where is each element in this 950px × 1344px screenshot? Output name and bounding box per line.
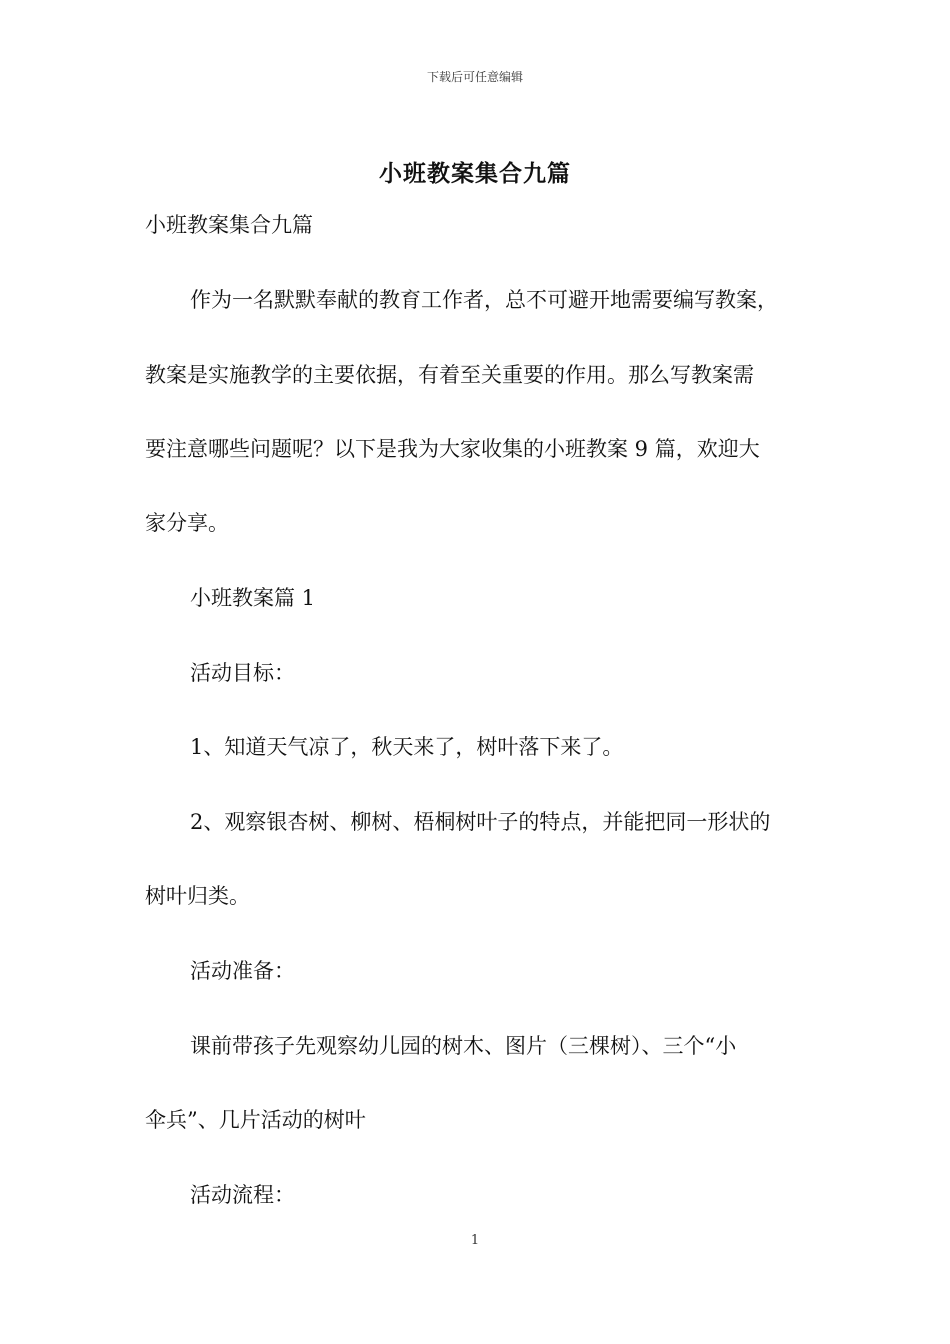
intro-paragraph-line-2: 教案是实施教学的主要依据，有着至关重要的作用。那么写教案需 [145, 363, 754, 387]
section-heading: 小班教案篇 1 [190, 586, 316, 610]
subtitle-line: 小班教案集合九篇 [145, 213, 313, 237]
activity-goals-heading: 活动目标： [190, 661, 295, 685]
goal-item-1: 1、知道天气凉了，秋天来了，树叶落下来了。 [190, 735, 624, 759]
page-number: 1 [470, 1233, 480, 1248]
page-header-note: 下载后可任意编辑 [426, 70, 523, 84]
activity-prep-heading: 活动准备： [190, 959, 295, 983]
intro-paragraph-line-1: 作为一名默默奉献的教育工作者，总不可避开地需要编写教案， [190, 288, 778, 312]
goal-item-2-line-1: 2、观察银杏树、柳树、梧桐树叶子的特点，并能把同一形状的 [190, 810, 771, 834]
activity-process-heading: 活动流程： [190, 1183, 295, 1207]
prep-paragraph-line-1: 课前带孩子先观察幼儿园的树木、图片（三棵树）、三个“小 [190, 1034, 737, 1058]
prep-paragraph-line-2: 伞兵”、几片活动的树叶 [145, 1108, 366, 1132]
intro-paragraph-line-4: 家分享。 [145, 511, 229, 535]
goal-item-2-line-2: 树叶归类。 [145, 884, 250, 908]
intro-paragraph-line-3: 要注意哪些问题呢？以下是我为大家收集的小班教案 9 篇，欢迎大 [145, 437, 760, 461]
document-title: 小班教案集合九篇 [379, 160, 571, 187]
